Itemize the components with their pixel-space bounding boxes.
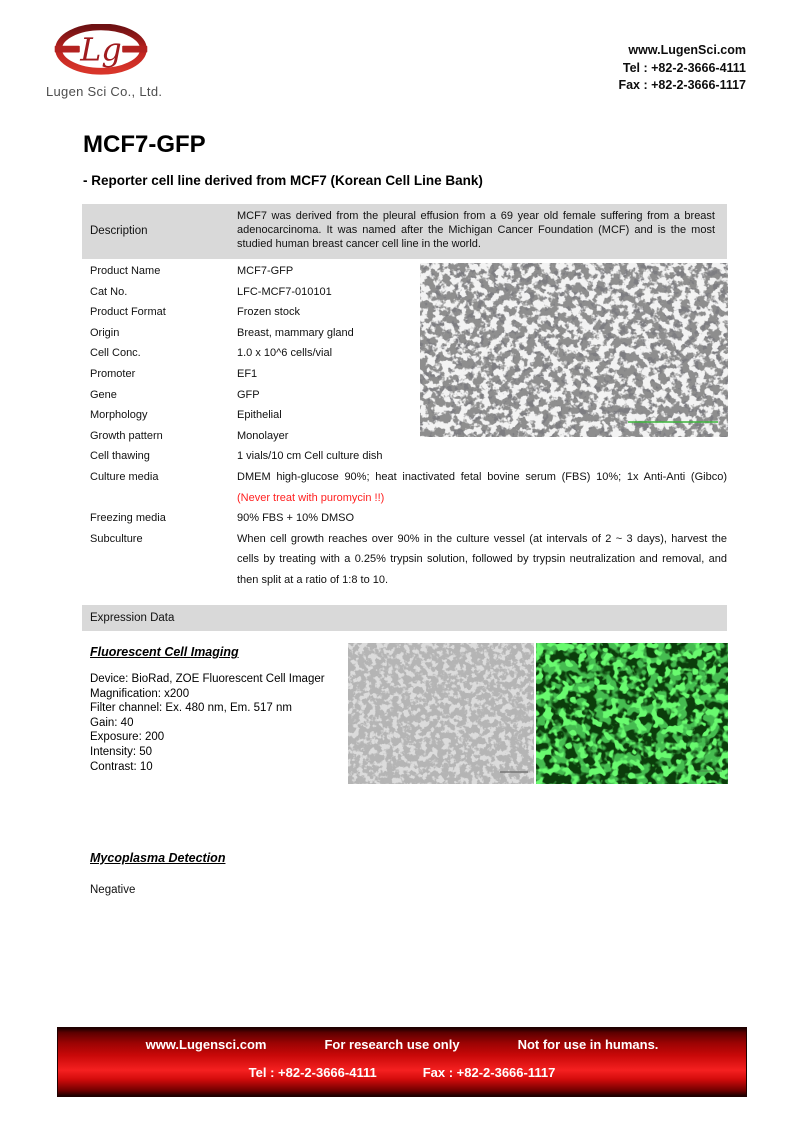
table-row: Cell Conc. 1.0 x 10^6 cells/vial bbox=[90, 347, 333, 360]
expression-data-bar bbox=[82, 605, 727, 631]
imaging-exposure: Exposure: 200 bbox=[90, 731, 165, 744]
imaging-intensity: Intensity: 50 bbox=[90, 745, 153, 758]
footer-research-notice: For research use only bbox=[324, 1037, 460, 1052]
imaging-contrast: Contrast: 10 bbox=[90, 760, 153, 773]
puromycin-warning: (Never treat with puromycin !!) bbox=[237, 491, 385, 504]
brightfield-micrograph bbox=[348, 643, 534, 784]
imaging-magnification: Magnification: x200 bbox=[90, 687, 190, 700]
page-subtitle: - Reporter cell line derived from MCF7 (Korean Cell Line Bank) bbox=[83, 173, 483, 188]
table-row-culture-media: Culture media DMEM high-glucose 90%; heat inactivated fetal bovine serum (FBS) 10%; 1x Anti-Anti (Gibco) (Never treat with puromycin !!) bbox=[90, 470, 727, 504]
imaging-parameters bbox=[90, 672, 348, 774]
table-row: Morphology Epithelial bbox=[90, 409, 282, 422]
table-row: Gene GFP bbox=[90, 388, 260, 401]
table-row: Origin Breast, mammary gland bbox=[90, 326, 354, 339]
description-text: MCF7 was derived from the pleural effusion from a 69 year old female suffering from a breast adenocarcinoma. It was named after the Michigan Cancer Foundation (MCF) and is the most studied human breast cancer cell line in the world. bbox=[237, 210, 715, 250]
mycoplasma-result: Negative bbox=[90, 884, 136, 896]
mycoplasma-heading: Mycoplasma Detection bbox=[90, 851, 226, 865]
culture-media-text: DMEM high-glucose 90%; heat inactivated fetal bovine serum (FBS) 10%; 1x Anti-Anti (Gibco) bbox=[237, 470, 727, 483]
table-row: Cat No. LFC-MCF7-010101 bbox=[90, 285, 332, 298]
footer-banner bbox=[57, 1027, 747, 1097]
table-row-freezing-media: Freezing media 90% FBS + 10% DMSO bbox=[90, 512, 355, 525]
svg-text:Lg: Lg bbox=[80, 30, 122, 69]
footer-website: www.Lugensci.com bbox=[145, 1037, 267, 1052]
page-title: MCF7-GFP bbox=[83, 131, 206, 158]
footer-fax: Fax : +82-2-3666-1117 bbox=[422, 1065, 556, 1080]
description-label: Description bbox=[90, 224, 148, 237]
imaging-filter-channel: Filter channel: Ex. 480 nm, Em. 517 nm bbox=[90, 702, 292, 715]
company-name: Lugen Sci Co., Ltd. bbox=[46, 84, 163, 99]
table-row: Cell thawing 1 vials/10 cm Cell culture dish bbox=[90, 450, 383, 463]
expression-data-label: Expression Data bbox=[90, 612, 175, 624]
company-logo bbox=[46, 24, 163, 99]
imaging-gain: Gain: 40 bbox=[90, 716, 134, 729]
phase-contrast-micrograph bbox=[420, 263, 728, 437]
mycoplasma-section bbox=[90, 851, 225, 896]
table-row: Product Name MCF7-GFP bbox=[90, 265, 294, 277]
fluorescent-imaging-info bbox=[90, 645, 348, 774]
header-website: www.LugenSci.com bbox=[628, 43, 746, 57]
imaging-heading: Fluorescent Cell Imaging bbox=[90, 645, 239, 659]
header-tel: Tel : +82-2-3666-4111 bbox=[622, 60, 746, 75]
table-row: Growth pattern Monolayer bbox=[90, 429, 289, 442]
imaging-device: Device: BioRad, ZOE Fluorescent Cell Imager bbox=[90, 673, 325, 685]
table-row: Promoter EF1 bbox=[90, 367, 258, 380]
description-section bbox=[82, 204, 727, 259]
header-contact bbox=[618, 42, 746, 95]
footer-tel: Tel : +82-2-3666-4111 bbox=[248, 1065, 377, 1080]
lugen-logo-icon bbox=[51, 24, 151, 78]
table-row: Product Format Frozen stock bbox=[90, 306, 300, 319]
table-row-subculture: Subculture When cell growth reaches over 90% in the culture vessel (at intervals of 2 ~ 3 days), harvest the cells by treating with a 0.25% trypsin solution, followed by trypsin neutralization and removal, and then split at a ratio of 1:8 to 10. bbox=[90, 532, 727, 586]
header-fax: Fax : +82-2-3666-1117 bbox=[618, 78, 746, 92]
footer-humans-notice: Not for use in humans. bbox=[517, 1037, 659, 1052]
fluorescence-micrograph bbox=[536, 643, 728, 784]
